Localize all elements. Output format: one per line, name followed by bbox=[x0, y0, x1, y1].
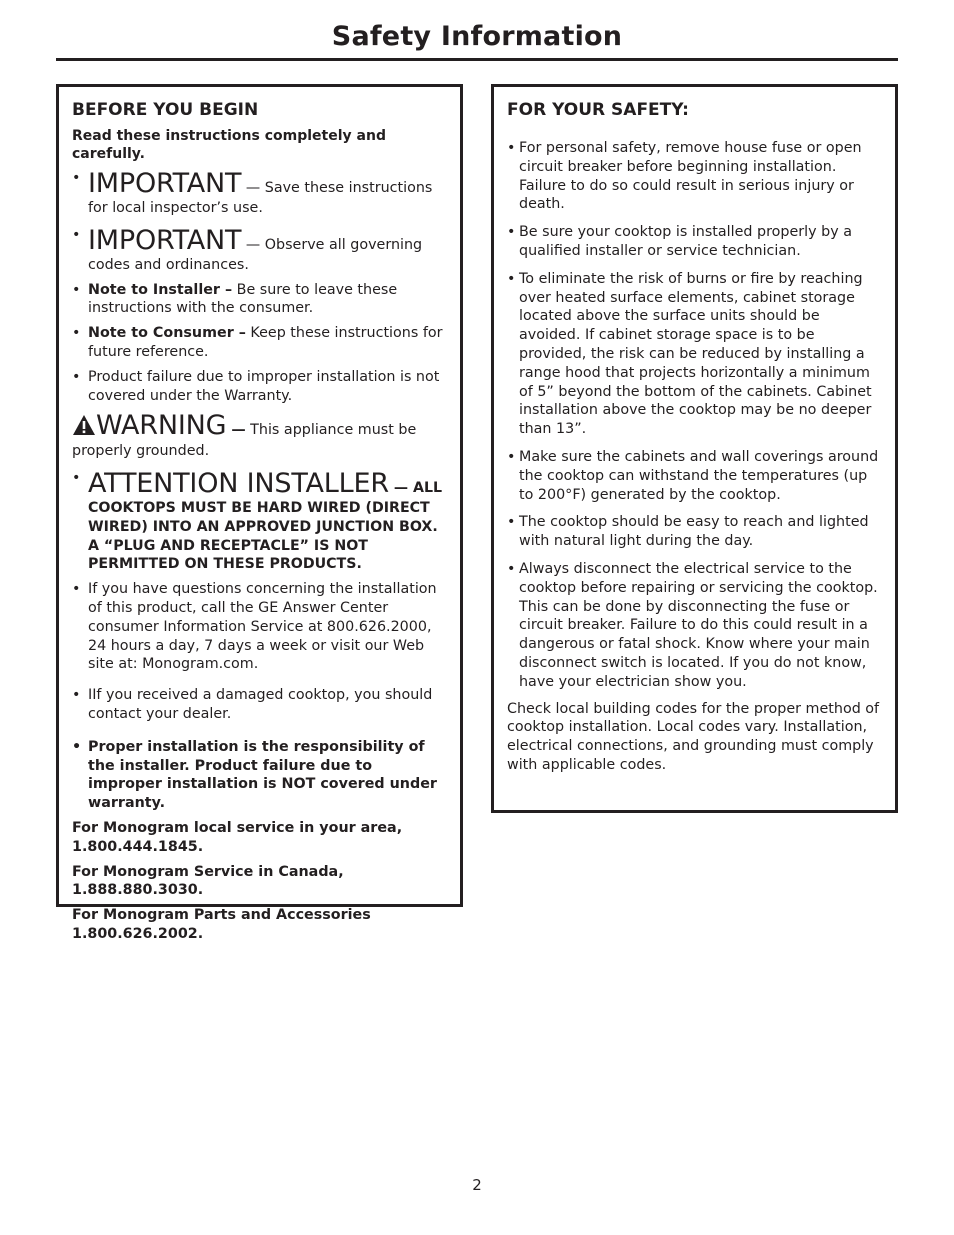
questions-item bbox=[72, 580, 446, 674]
bullet-dot: • bbox=[72, 226, 81, 243]
parts-accessories-text: For Monogram Parts and Accessories 1.800.626.2002. bbox=[72, 907, 371, 942]
note-installer-item bbox=[72, 281, 446, 319]
bullet-dot: • bbox=[507, 560, 516, 577]
important-observe-text: — Observe all governing codes and ordinances. bbox=[88, 236, 423, 273]
note-consumer-label: Note to Consumer – bbox=[88, 325, 246, 342]
building-codes-text: Check local building codes for the proper method of cooktop installation. Local codes vary. Installation, electrical connections, and grounding must comply with applicable codes. bbox=[507, 700, 880, 773]
important-observe-item bbox=[72, 226, 446, 275]
bullet-dot: • bbox=[507, 270, 516, 287]
bullet-dot: • bbox=[72, 469, 81, 486]
read-instructions-text: Read these instructions completely and carefully. bbox=[72, 128, 386, 162]
canada-service-text: For Monogram Service in Canada, 1.888.880.3030. bbox=[72, 863, 344, 899]
important-save-text: — Save these instructions for local inspector’s use. bbox=[88, 180, 433, 216]
page-number: 2 bbox=[472, 1176, 482, 1194]
note-installer-text: Be sure to leave these instructions with the consumer. bbox=[88, 281, 398, 317]
safety-item: • Always disconnect the electrical service to the cooktop before repairing or servicing the cooktop. This can be done by disconnecting the fuse or circuit breaker. Failure to do this could result in a dangerous or fatal shock. Know where your main disconnect switch is located. If you do not know, have your electrician show you. bbox=[507, 560, 878, 690]
bullet-dot: • bbox=[72, 581, 81, 598]
product-failure-item bbox=[72, 368, 446, 406]
important-save-item bbox=[72, 169, 446, 218]
before-you-begin-box bbox=[56, 84, 463, 942]
safety-item: • To eliminate the risk of burns or fire by reaching over heated surface elements, cabinet storage located above the surface units should be avoided. If cabinet storage space is to be provided, the risk can be reduced by installing a range hood that projects horizontally a minimum of 5” beyond the bottom of the cabinets. Cabinet installation above the cooktop may be no deeper than 13”. bbox=[507, 270, 872, 438]
bullet-dot: • bbox=[72, 368, 81, 385]
important-word: IMPORTANT bbox=[88, 168, 242, 199]
attention-dash: — ALL bbox=[388, 479, 443, 496]
warning-word: WARNING bbox=[96, 410, 227, 442]
bullet-dot: • bbox=[507, 140, 516, 156]
bullet-dot: • bbox=[72, 170, 81, 186]
for-your-safety-heading: FOR YOUR SAFETY: bbox=[507, 100, 689, 120]
note-consumer-text: Keep these instructions for future reference. bbox=[88, 325, 443, 360]
local-service-text: For Monogram local service in your area, 1.800.444.1845. bbox=[72, 819, 403, 855]
damaged-cooktop-text: IIf you received a damaged cooktop, you should contact your dealer. bbox=[88, 687, 433, 722]
safety-item: • Be sure your cooktop is installed properly by a qualified installer or service technician. bbox=[507, 224, 852, 259]
page-title: Safety Information bbox=[331, 21, 623, 52]
bullet-dot: • bbox=[507, 514, 516, 531]
safety-item: • For personal safety, remove house fuse or open circuit breaker before beginning installation. Failure to do so could result in serious injury or death. bbox=[507, 140, 862, 213]
bullet-dot: • bbox=[72, 687, 81, 704]
before-you-begin-heading: BEFORE YOU BEGIN bbox=[72, 100, 259, 120]
proper-installation-item bbox=[72, 738, 446, 813]
attention-installer-item bbox=[72, 469, 446, 574]
warning-dash: — bbox=[226, 422, 246, 439]
bullet-dot: • bbox=[507, 448, 516, 465]
warning-text: This appliance must be properly grounded. bbox=[72, 422, 417, 460]
warning-triangle-icon bbox=[72, 414, 96, 442]
bullet-dot: • bbox=[507, 224, 516, 241]
note-consumer-item bbox=[72, 324, 446, 362]
proper-installation-text: Proper installation is the responsibility of the installer. Product failure due to improper installation is NOT covered under warranty. bbox=[88, 738, 437, 812]
note-installer-label: Note to Installer – bbox=[88, 281, 233, 298]
safety-item: • Make sure the cabinets and wall coverings around the cooktop can withstand the temperatures (up to 200°F) generated by the cooktop. bbox=[507, 448, 879, 503]
attention-installer-text: COOKTOPS MUST BE HARD WIRED (DIRECT WIRED) INTO AN APPROVED JUNCTION BOX. A “PLUG AND RECEPTACLE” IS NOT PERMITTED ON THESE PRODUCTS. bbox=[88, 499, 438, 573]
important-word: IMPORTANT bbox=[88, 224, 242, 256]
safety-item: • The cooktop should be easy to reach and lighted with natural light during the day. bbox=[507, 514, 869, 550]
product-failure-text: Product failure due to improper installation is not covered under the Warranty. bbox=[88, 368, 440, 404]
for-your-safety-box bbox=[491, 84, 898, 813]
title-rule bbox=[56, 58, 898, 61]
attention-installer-word: ATTENTION INSTALLER bbox=[88, 467, 389, 499]
bullet-dot: • bbox=[72, 325, 81, 342]
bullet-dot: • bbox=[72, 281, 81, 298]
bullet-dot: • bbox=[72, 738, 82, 755]
warning-block bbox=[72, 411, 446, 461]
questions-text: If you have questions concerning the installation of this product, call the GE Answer Center consumer Information Service at 800.626.2000, 24 hours a day, 7 days a week or visit our Web site at: Monogram.com. bbox=[88, 581, 437, 673]
damaged-cooktop-item bbox=[72, 686, 446, 724]
